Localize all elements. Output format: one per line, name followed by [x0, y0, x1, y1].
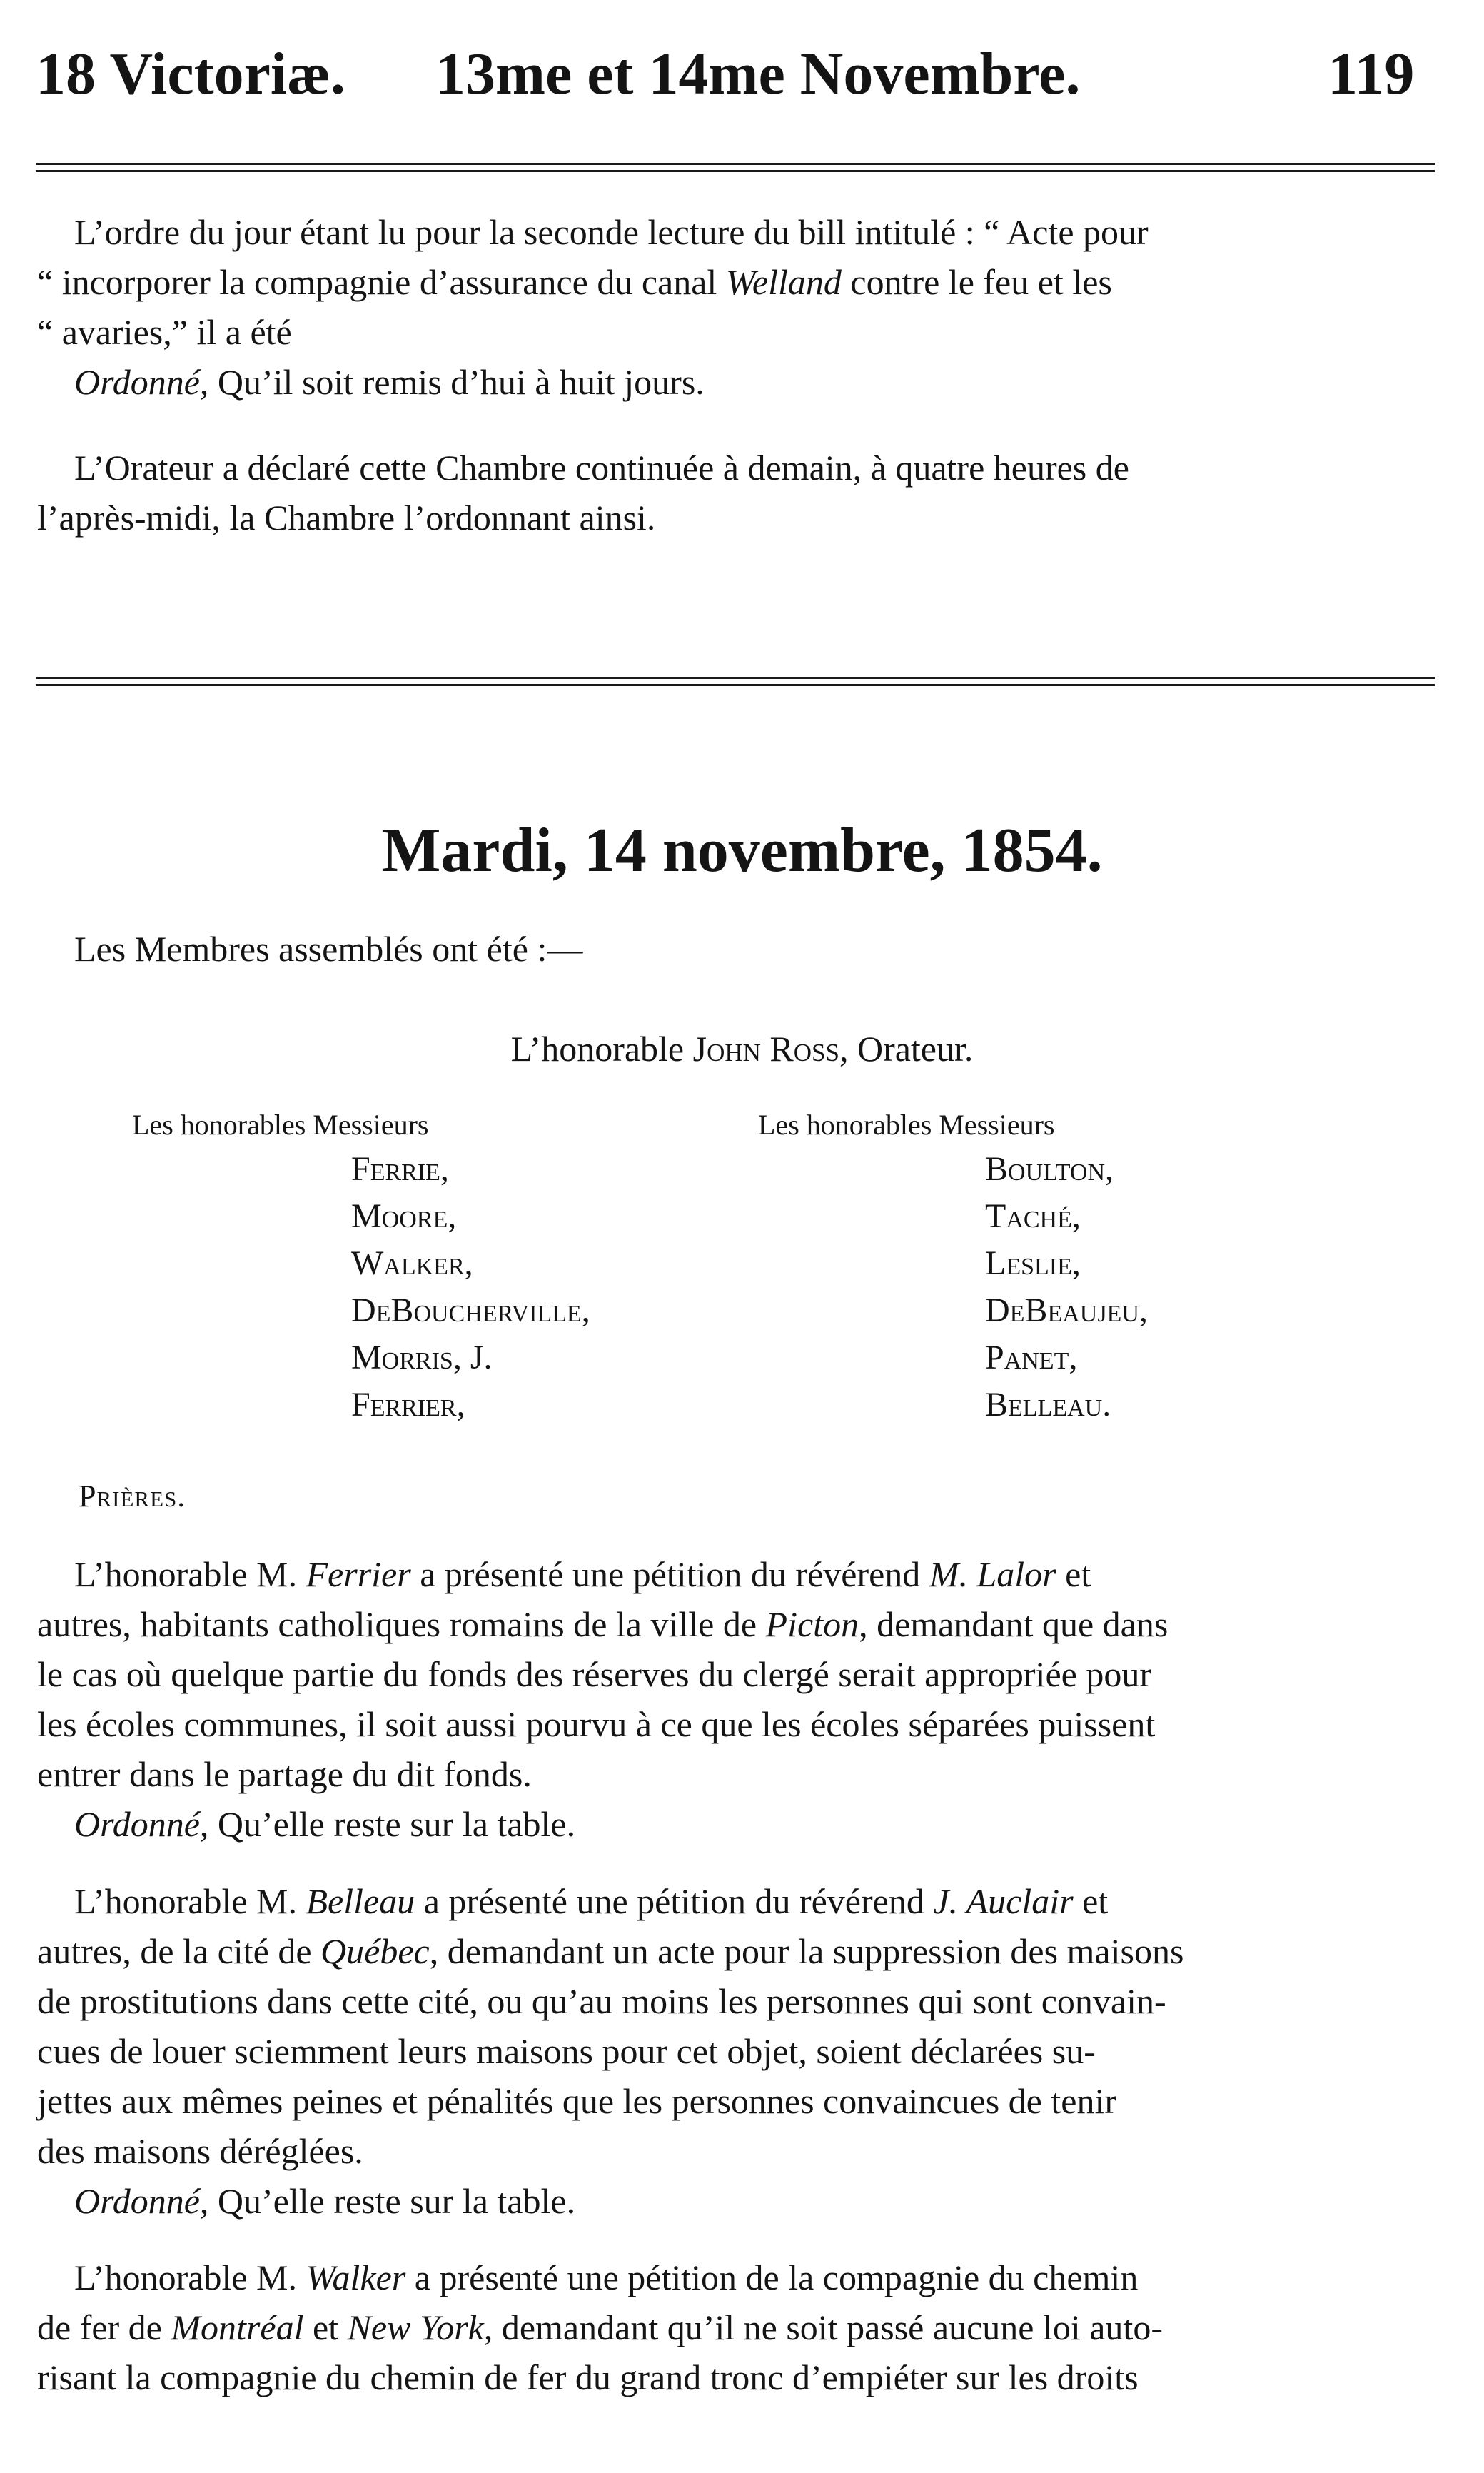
- header-rule-bottom: [36, 170, 1435, 172]
- p4-line2: autres, de la cité de Québec, demandant un acte pour la suppression des maisons: [37, 1931, 1184, 1971]
- page-number: 119: [1328, 41, 1415, 107]
- left-member-list: [351, 1146, 590, 1429]
- running-header-session: 18 Victoriæ.: [36, 41, 345, 107]
- members-intro: Les Membres assemblés ont été :—: [74, 929, 583, 969]
- member-name: Moore,: [351, 1197, 457, 1235]
- p3-line3: le cas où quelque partie du fonds des réserves du clergé serait appropriée pour: [37, 1654, 1151, 1694]
- section-title: Mardi, 14 novembre, 1854.: [381, 816, 1103, 885]
- section-rule-bottom: [36, 684, 1435, 686]
- p5-line2: de fer de Montréal et New York, demandant qu’il ne soit passé aucune loi auto-: [37, 2307, 1163, 2347]
- p2-line2: l’après-midi, la Chambre l’ordonnant ainsi.: [37, 498, 656, 538]
- member-name: DeBeaujeu,: [985, 1291, 1148, 1329]
- p3-line4: les écoles communes, il soit aussi pourvu à ce que les écoles séparées puissent: [37, 1704, 1156, 1744]
- speaker-line: L’honorable John Ross, Orateur.: [510, 1029, 974, 1069]
- prayers-heading: Prières.: [79, 1479, 186, 1513]
- p1-line2: “ incorporer la compagnie d’assurance du canal Welland contre le feu et les: [37, 262, 1112, 302]
- p4-line4: cues de louer sciemment leurs maisons pour cet objet, soient déclarées su-: [37, 2031, 1096, 2071]
- p5-line1: L’honorable M. Walker a présenté une pétition de la compagnie du chemin: [74, 2257, 1139, 2297]
- right-member-list: [985, 1146, 1148, 1429]
- p4-ordered: Ordonné, Qu’elle reste sur la table.: [74, 2181, 576, 2221]
- p3-ordered: Ordonné, Qu’elle reste sur la table.: [74, 1804, 576, 1844]
- section-rule-top: [36, 677, 1435, 679]
- left-column-heading: Les honorables Messieurs: [132, 1109, 429, 1141]
- member-name: DeBoucherville,: [351, 1291, 590, 1329]
- member-name: Walker,: [351, 1244, 473, 1282]
- p3-line2: autres, habitants catholiques romains de la ville de Picton, demandant que dans: [37, 1604, 1168, 1644]
- p4-line5: jettes aux mêmes peines et pénalités que les personnes convaincues de tenir: [37, 2081, 1116, 2121]
- p3-line5: entrer dans le partage du dit fonds.: [37, 1754, 532, 1794]
- header-rule-top: [36, 163, 1435, 165]
- p5-line3: risant la compagnie du chemin de fer du grand tronc d’empiéter sur les droits: [37, 2357, 1139, 2397]
- running-header-dates: 13me et 14me Novembre.: [435, 41, 1081, 107]
- right-column-heading: Les honorables Messieurs: [758, 1109, 1055, 1141]
- p1-ordered: Ordonné, Qu’il soit remis d’hui à huit jours.: [74, 362, 705, 402]
- member-name: Ferrie,: [351, 1150, 449, 1188]
- p1-line3: “ avaries,” il a été: [37, 312, 292, 352]
- member-name: Panet,: [985, 1339, 1078, 1376]
- member-name: Leslie,: [985, 1244, 1081, 1282]
- p2-line1: L’Orateur a déclaré cette Chambre continuée à demain, à quatre heures de: [74, 448, 1129, 488]
- member-name: Belleau.: [985, 1386, 1111, 1424]
- member-name: Boulton,: [985, 1150, 1114, 1188]
- p1-line1: L’ordre du jour étant lu pour la seconde lecture du bill intitulé : “ Acte pour: [74, 212, 1149, 252]
- member-name: Taché,: [985, 1197, 1081, 1235]
- p3-line1: L’honorable M. Ferrier a présenté une pétition du révérend M. Lalor et: [74, 1554, 1091, 1594]
- p4-line1: L’honorable M. Belleau a présenté une pétition du révérend J. Auclair et: [74, 1881, 1109, 1921]
- p4-line6: des maisons déréglées.: [37, 2131, 363, 2171]
- member-name: Morris, J.: [351, 1339, 493, 1376]
- p4-line3: de prostitutions dans cette cité, ou qu’au moins les personnes qui sont convain-: [37, 1981, 1166, 2021]
- member-name: Ferrier,: [351, 1386, 465, 1424]
